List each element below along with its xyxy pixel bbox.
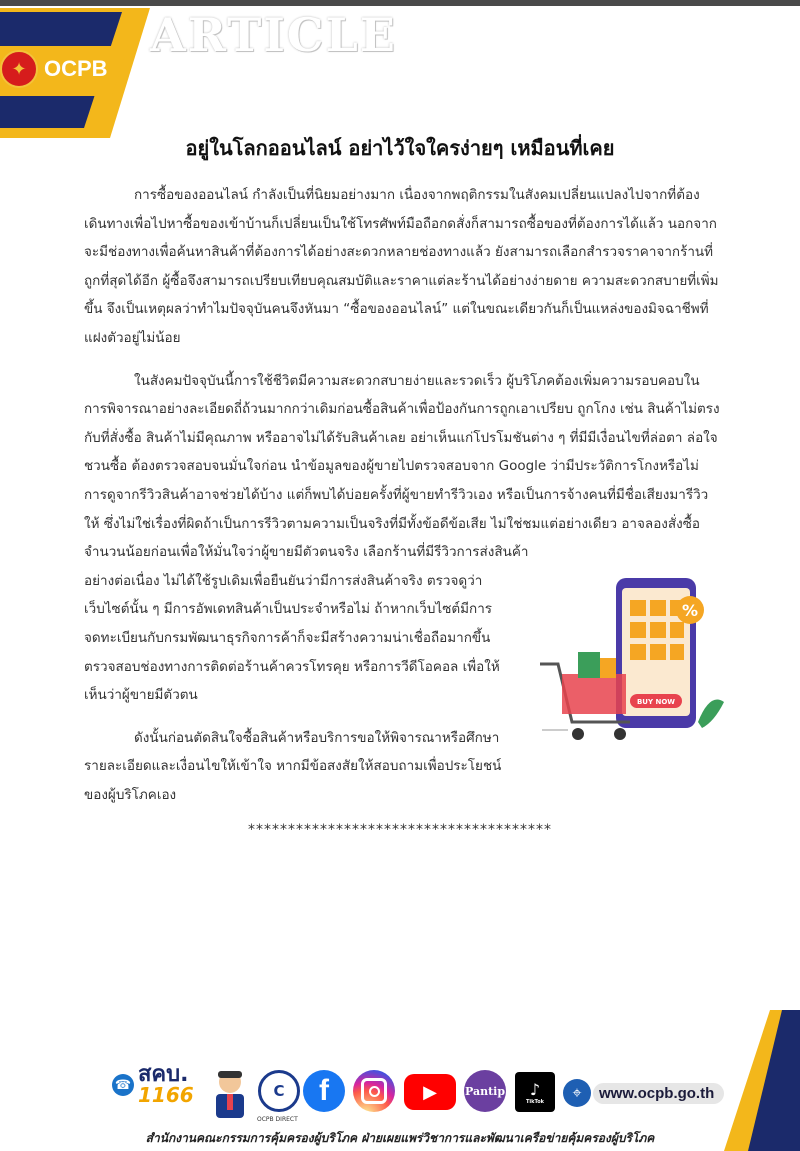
online-shopping-illustration bbox=[538, 572, 738, 762]
footer-caption: สำนักงานคณะกรรมการคุ้มครองผู้บริโภค ฝ่ายเผยแพร่วิชาการและพัฒนาเครือข่ายคุ้มครองผู้บริโภค bbox=[145, 1131, 655, 1145]
buy-now-label: BUY NOW bbox=[636, 698, 676, 706]
separator-stars: ************************************** bbox=[248, 822, 552, 838]
percent-badge: % bbox=[681, 601, 699, 620]
hotline-logo[interactable] bbox=[112, 1062, 194, 1107]
paragraph-4: ดังนั้นก่อนตัดสินใจซื้อสินค้าหรือบริการขอให้พิจารณาหรือศึกษารายละเอียดและเงื่อนไขให้เข้าใจ หากมีข้อสงสัยให้สอบถามเพื่อประโยชน์ของผู้บริโภคเอง bbox=[84, 729, 502, 803]
cart-basket bbox=[562, 674, 626, 714]
hotline-number: 1166 bbox=[138, 1083, 194, 1107]
mascot-icon bbox=[208, 1068, 252, 1120]
paragraph-2: ในสังคมปัจจุบันนี้การใช้ชีวิตมีความสะดวกสบายง่ายและรวดเร็ว ผู้บริโภคต้องเพิ่มความรอบคอบในการพิจารณาอย่างละเอียดถี่ถ้วนมากกว่าเดิมก่อนซื้อสินค้าเพื่อป้องกันการถูกเอาเปรียบ ถูกโกง เช่น สินค้าไม่ตรงกับที่สั่งซื้อ สินค้าไม่มีคุณภาพ หรืออาจไม่ได้รับสินค้าเลย อย่าเห็นแก่โปรโมชันต่าง ๆ ที่มีมีเงื่อนไขที่ล่อตา ล่อใจชวนซื้อ ต้องตรวจสอบจนมั่นใจก่อน นำข้อมูลของผู้ขายไปตรวจสอบจาก Google ว่ามีประวัติการโกงหรือไม่ การดูจากรีวิวสินค้าอาจช่วยได้บ้าง แต่ก็พบได้บ่อยครั้งที่ผู้ขายทำรีวิวเอง หรือเป็นการจ้างคนที่มีชื่อเสียงมารีวิวให้ ซึ่งไม่ใช่เรื่องที่ผิดถ้าเป็นการรีวิวตามความเป็นจริงที่มีทั้งข้อดีข้อเสีย ไม่ใช่ชมแต่อย่างเดียว อาจลองสั่งซื้อจำนวนน้อยก่อนเพื่อให้มั่นใจว่าผู้ขายมีตัวตนจริง เลือกร้านที่มีรีวิวการส่งสินค้า bbox=[84, 372, 720, 561]
website-url: www.ocpb.go.th bbox=[593, 1083, 724, 1104]
paragraph-1: การซื้อของออนไลน์ กำลังเป็นที่นิยมอย่างมาก เนื่องจากพฤติกรรมในสังคมเปลี่ยนแปลงไปจากที่ต้องเดินทางเพื่อไปหาซื้อของเข้าบ้านก็เปลี่ยนเป็นใช้โทรศัพท์มือถือกดสั่งก็สามารถซื้อของที่ต้องการได้แล้ว นอกจากจะมีช่องทางเพื่อค้นหาสินค้าที่ต้องการได้อย่างสะดวกหลายช่องทางแล้ว ยังสามารถเลือกสำรวจราคาจากร้านที่ถูกที่สุดได้อีก ผู้ซื้อจึงสามารถเปรียบเทียบคุณสมบัติและราคาแต่ละร้านได้อย่างง่ายดาย ความสะดวกสบายที่เพิ่มขึ้น จึงเป็นเหตุผลว่าทำไมปัจจุบันคนจึงหันมา “ซื้อของออนไลน์” แต่ในขณะเดียวกันก็เป็นแหล่งของมิจฉาชีพที่แฝงตัวอยู่ไม่น้อย bbox=[84, 187, 719, 346]
logo-text: OCPB bbox=[44, 56, 108, 81]
paragraph-3: อย่างต่อเนื่อง ไม่ได้ใช้รูปเดิมเพื่อยืนยันว่ามีการส่งสินค้าจริง ตรวจดูว่าเว็บไซต์นั้น ๆ มีการอัพเดทสินค้าเป็นประจำหรือไม่ ถ้าหากเว็บไซต์มีการจดทะเบียนกับกรมพัฒนาธุรกิจการค้าก็จะมีสร้างความน่าเชื่อถือมากขึ้น ตรวจสอบช่องทางการติดต่อร้านค้าควรโทรคุย หรือการวีดีโอคอล เพื่อให้เห็นว่าผู้ขายมีตัวตน bbox=[84, 572, 500, 704]
pantip-icon[interactable]: Pantip bbox=[464, 1070, 506, 1112]
youtube-icon[interactable]: ▶ bbox=[404, 1074, 456, 1110]
globe-icon: ⌖ bbox=[563, 1079, 591, 1107]
instagram-icon[interactable] bbox=[353, 1070, 395, 1112]
tiktok-label: TikTok bbox=[526, 1098, 544, 1105]
header-corner-decoration bbox=[0, 0, 800, 150]
tiktok-icon[interactable]: ♪ TikTok bbox=[515, 1072, 555, 1112]
article-title: อยู่ในโลกออนไลน์ อย่าไว้ใจใครง่ายๆ เหมือนที่เคย bbox=[185, 136, 615, 160]
article-banner-word: ARTICLE bbox=[150, 8, 397, 62]
ocpb-direct-label: OCPB DIRECT bbox=[257, 1116, 298, 1123]
ocpb-logo bbox=[0, 50, 108, 88]
phone-icon: ☎ bbox=[112, 1074, 134, 1096]
government-seal-icon: ✦ bbox=[0, 50, 38, 88]
hotline-name: สคบ. bbox=[138, 1062, 189, 1087]
ocpb-direct-icon[interactable]: C bbox=[258, 1070, 300, 1112]
facebook-icon[interactable]: f bbox=[303, 1070, 345, 1112]
website-link[interactable] bbox=[563, 1079, 724, 1107]
